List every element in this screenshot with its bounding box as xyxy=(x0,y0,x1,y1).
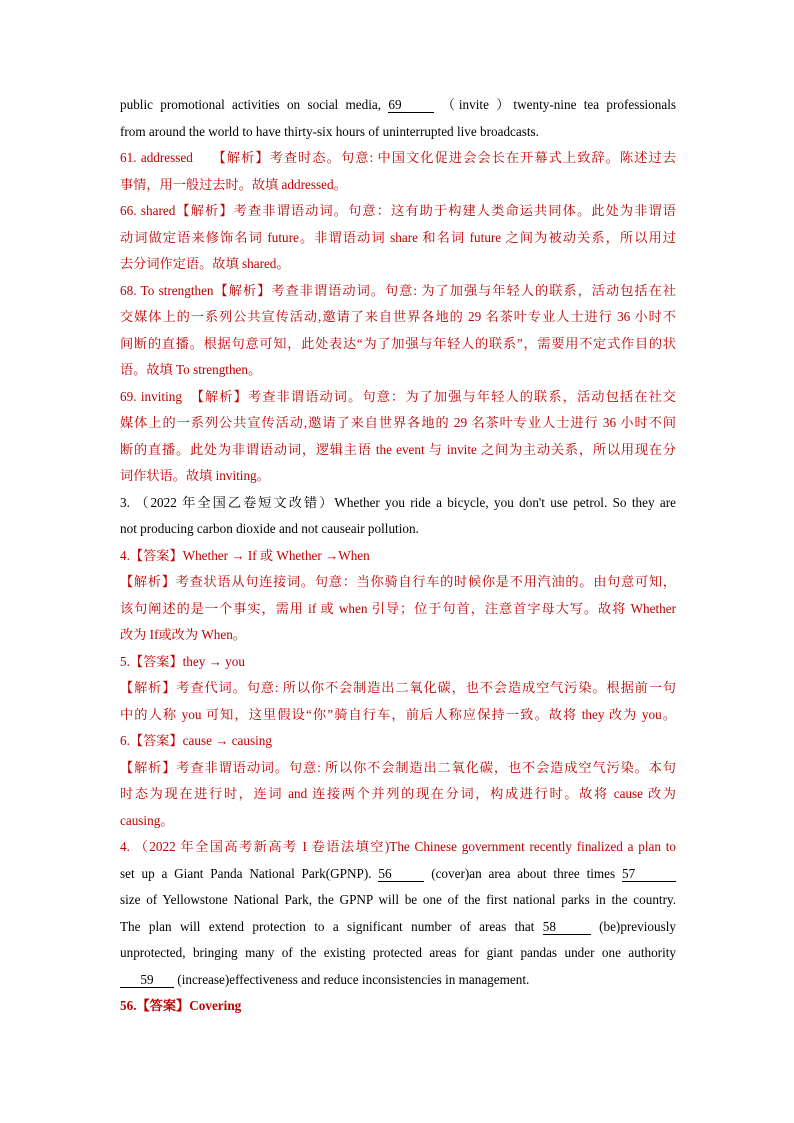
answer-61-line-1: 61. addressed 【解析】考查时态。句意: 中国文化促进会会长在开幕式上致辞。陈述过去 xyxy=(120,150,676,165)
blank-58: 58 xyxy=(543,919,591,935)
answer-5-line-1: 【解析】考查代词。句意: 所以你不会制造出二氧化碳，也不会造成空气污染。根据前一句 xyxy=(120,680,676,695)
question-4-line-1 xyxy=(120,834,676,861)
question-4-line-5: unprotected, bringing many of the existing protected areas for giant pandas under one authority xyxy=(120,945,676,960)
intro-line-1 xyxy=(120,92,676,119)
answer-5-key: 5.【答案】they → you xyxy=(120,653,245,669)
text: public promotional activities on social media, xyxy=(120,97,382,112)
answer-66-line-2: 动词做定语来修饰名词 future。非谓语动词 share 和名词 future 之间为被动关系，所以用过 xyxy=(120,229,676,245)
answer-4-line-1: 【解析】考查状语从句连接词。句意：当你骑自行车的时候你是不用汽油的。由句意可知， xyxy=(120,574,676,589)
answer-4-key: 4.【答案】Whether → If 或 Whether →When xyxy=(120,547,370,563)
text: set up a Giant Panda National Park(GPNP). xyxy=(120,865,372,881)
question-4-line-2 xyxy=(120,861,676,888)
answer-61-line-2: 事情，用一般过去时。故填 addressed。 xyxy=(120,176,347,192)
question-3-line-2: not producing carbon dioxide and not causeair pollution. xyxy=(120,521,419,536)
answer-66-line-1: 66. shared【解析】考查非谓语动词。句意：这有助于构建人类命运共同体。此处为非谓语 xyxy=(120,203,676,218)
answer-69-line-1: 69. inviting 【解析】考查非谓语动词。句意：为了加强与年轻人的联系，活动包括在社交 xyxy=(120,388,676,404)
answer-6-line-1: 【解析】考查非谓语动词。句意: 所以你不会制造出二氧化碳，也不会造成空气污染。本句 xyxy=(120,759,676,775)
text: (cover)an area about three times xyxy=(431,865,616,881)
answer-68-line-3: 间断的直播。根据句意可知，此处表达“为了加强与年轻人的联系”，需要用不定式作目的状 xyxy=(120,335,676,351)
document-page xyxy=(120,92,676,1020)
answer-68-line-1: 68. To strengthen【解析】考查非谓语动词。句意: 为了加强与年轻人的联系，活动包括在社 xyxy=(120,282,676,298)
answer-6-line-2: 时态为现在进行时，连词 and 连接两个并列的现在分词，构成进行时。故将 cause 改为 xyxy=(120,786,676,801)
blank-57: 57 xyxy=(622,866,676,882)
text: 4. （2022 年全国高考新高考 I 卷语法填空)The Chinese government recently finalized a plan to xyxy=(120,839,676,854)
blank-69: 69 xyxy=(388,97,434,113)
text: The plan will extend protection to a significant number of areas that xyxy=(120,918,535,934)
answer-69-line-3: 断的直播。此处为非谓语动词，逻辑主语 the event 与 invite 之间为主动关系，所以用现在分 xyxy=(120,441,676,457)
question-4-line-3: size of Yellowstone National Park, the GPNP will be one of the first national parks in the country. xyxy=(120,892,676,907)
answer-69-line-4: 词作状语。故填 inviting。 xyxy=(120,468,270,483)
text: (be)previously xyxy=(599,918,676,934)
answer-6-key: 6.【答案】cause → causing xyxy=(120,733,272,748)
answer-69-line-2: 媒体上的一系列公共宣传活动,邀请了来自世界各地的 29 名茶叶专业人士进行 36 小时不间 xyxy=(120,415,676,430)
question-4-line-4 xyxy=(120,914,676,941)
answer-4-line-3: 改为 If或改为 When。 xyxy=(120,627,246,642)
answer-6-line-3: causing。 xyxy=(120,812,174,828)
answer-4-line-2: 该句阐述的是一个事实，需用 if 或 when 引导；位于句首，注意首字母大写。故将 Whether xyxy=(120,600,676,616)
text: (increase)effectiveness and reduce inconsistencies in management. xyxy=(177,971,530,987)
answer-68-line-2: 交媒体上的一系列公共宣传活动,邀请了来自世界各地的 29 名茶叶专业人士进行 36 小时不 xyxy=(120,309,676,324)
intro-line-2: from around the world to have thirty-six hours of uninterrupted live broadcasts. xyxy=(120,123,539,139)
text: （invite ）twenty-nine tea professionals xyxy=(441,97,677,112)
question-4-line-6 xyxy=(120,967,676,994)
blank-56: 56 xyxy=(378,866,424,882)
blank-59: 59 xyxy=(120,972,174,988)
answer-5-line-2: 中的人称 you 可知，这里假设“你”骑自行车，前后人称应保持一致。故将 they 改为 you。 xyxy=(120,706,676,722)
answer-66-line-3: 去分词作定语。故填 shared。 xyxy=(120,256,290,271)
answer-56-key: 56.【答案】Covering xyxy=(120,998,242,1013)
answer-68-line-4: 语。故填 To strengthen。 xyxy=(120,362,262,377)
question-3-line-1: 3. （2022 年全国乙卷短文改错）Whether you ride a bicycle, you don't use petrol. So they are xyxy=(120,494,676,510)
